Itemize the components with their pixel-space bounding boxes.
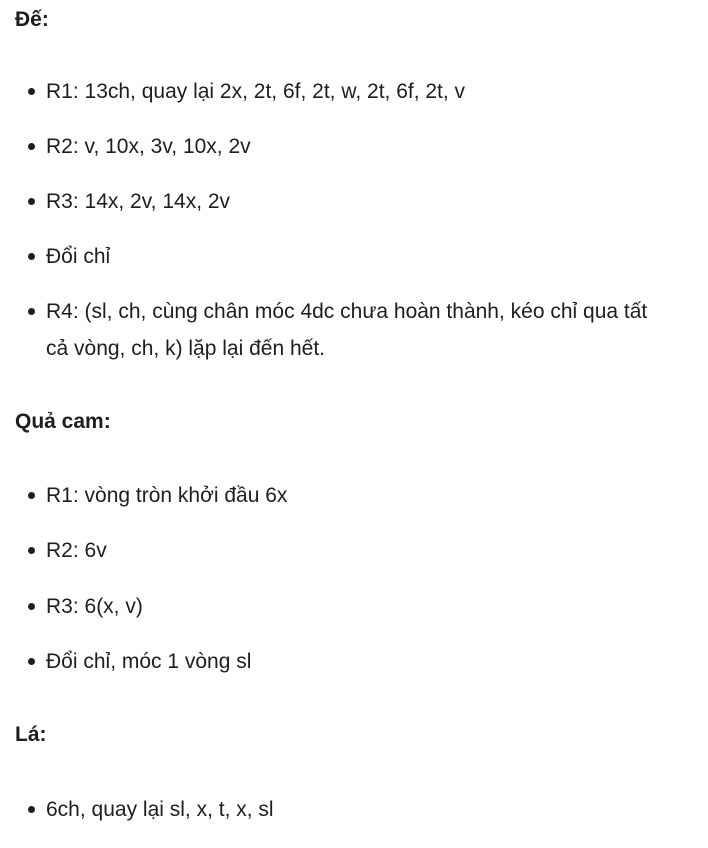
list-item-text: R2: 6v <box>46 539 107 562</box>
list-item <box>46 128 666 165</box>
bullet-icon <box>28 492 35 499</box>
list-item <box>46 791 666 828</box>
bullet-icon <box>28 603 35 610</box>
list-item-text: 6ch, quay lại sl, x, t, x, sl <box>46 798 274 821</box>
bullet-icon <box>28 806 35 813</box>
list-item-text: R3: 14x, 2v, 14x, 2v <box>46 190 231 213</box>
bullet-icon <box>28 308 35 315</box>
list-item <box>46 588 666 625</box>
list-item <box>46 293 666 367</box>
list-item <box>46 238 666 275</box>
section-heading-de: Đế: <box>15 8 49 31</box>
list-item-text: Đổi chỉ, móc 1 vòng sl <box>46 650 252 673</box>
section-heading-la: Lá: <box>15 723 47 746</box>
list-item <box>46 643 666 680</box>
list-item-text: R4: (sl, ch, cùng chân móc 4dc chưa hoàn thành, kéo chỉ qua tất cả vòng, ch, k) lặp lại đến hết. <box>46 300 648 360</box>
list-item <box>46 477 666 514</box>
bullet-icon <box>28 547 35 554</box>
bullet-icon <box>28 198 35 205</box>
list-item-text: R1: 13ch, quay lại 2x, 2t, 6f, 2t, w, 2t, 6f, 2t, v <box>46 80 466 103</box>
list-item-text: Đổi chỉ <box>46 245 111 268</box>
bullet-icon <box>28 143 35 150</box>
list-item <box>46 73 666 110</box>
bullet-icon <box>28 658 35 665</box>
bullet-icon <box>28 253 35 260</box>
list-item-text: R1: vòng tròn khởi đầu 6x <box>46 484 288 507</box>
list-item <box>46 183 666 220</box>
list-item-text: R3: 6(x, v) <box>46 595 143 618</box>
section-heading-qua-cam: Quả cam: <box>15 410 111 433</box>
list-item-text: R2: v, 10x, 3v, 10x, 2v <box>46 135 251 158</box>
bullet-icon <box>28 88 35 95</box>
list-item <box>46 532 666 569</box>
